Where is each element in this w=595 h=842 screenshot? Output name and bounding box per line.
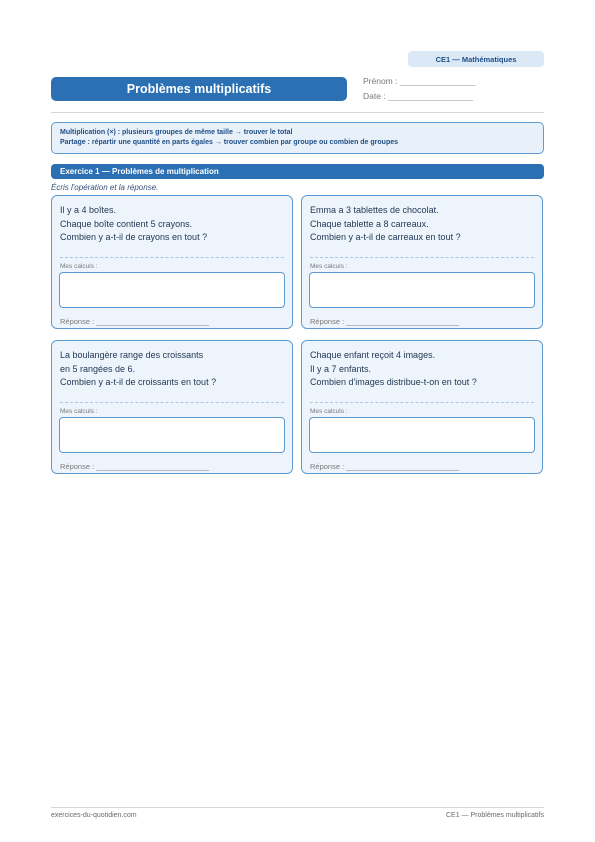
dashed-separator (310, 402, 534, 403)
problem-statement (60, 204, 207, 245)
answer-line[interactable]: Réponse : ___________________________ (310, 317, 459, 326)
dashed-separator (60, 402, 284, 403)
calc-box[interactable] (59, 417, 285, 453)
problem-line: Il y a 4 boîtes. (60, 205, 117, 215)
problem-line: Combien y a-t-il de croissants en tout ? (60, 377, 217, 387)
calc-label: Mes calculs : (310, 263, 348, 270)
exercise-instruction: Écris l'opération et la réponse. (51, 183, 159, 192)
answer-line[interactable]: Réponse : ___________________________ (310, 462, 459, 471)
firstname-blank[interactable]: ________________ (399, 76, 476, 86)
footer-divider (51, 807, 544, 808)
problem-line: Emma a 3 tablettes de chocolat. (310, 205, 439, 215)
problem-line: La boulangère range des croissants (60, 350, 204, 360)
calc-label: Mes calculs : (60, 263, 98, 270)
problem-line: Chaque boîte contient 5 crayons. (60, 218, 193, 229)
problem-card (51, 195, 293, 329)
firstname-field[interactable] (363, 76, 476, 86)
date-label: Date : (363, 91, 386, 101)
calc-box[interactable] (59, 272, 285, 308)
problem-card (301, 340, 543, 474)
exercise-title: Exercice 1 — Problèmes de multiplication (60, 167, 219, 176)
problem-line: en 5 rangées de 6. (60, 363, 136, 374)
problem-statement (310, 349, 477, 390)
problem-line: Chaque tablette a 8 carreaux. (310, 218, 429, 229)
calc-label: Mes calculs : (60, 408, 98, 415)
firstname-label: Prénom : (363, 76, 398, 86)
footer-site: exercices-du-quotidien.com (51, 812, 137, 819)
problem-line: Chaque enfant reçoit 4 images. (310, 350, 436, 360)
calc-box[interactable] (309, 272, 535, 308)
calc-label: Mes calculs : (310, 408, 348, 415)
calc-box[interactable] (309, 417, 535, 453)
dashed-separator (310, 257, 534, 258)
date-blank[interactable]: __________________ (388, 91, 474, 101)
problem-line: Il y a 7 enfants. (310, 363, 372, 374)
exercise-banner (51, 164, 544, 179)
problem-card (301, 195, 543, 329)
footer-title: CE1 — Problèmes multiplicatifs (445, 812, 544, 819)
problem-line: Combien d'images distribue-t-on en tout ? (310, 377, 477, 387)
problem-line: Combien y a-t-il de crayons en tout ? (60, 232, 208, 242)
problem-statement (310, 204, 461, 245)
problem-card (51, 340, 293, 474)
dashed-separator (60, 257, 284, 258)
worksheet-title: Problèmes multiplicatifs (51, 77, 347, 101)
answer-line[interactable]: Réponse : ___________________________ (60, 317, 209, 326)
problem-statement (60, 349, 216, 390)
info-line-partage: Partage : répartir une quantité en parts égales → trouver combien par groupe ou combien de groupes (60, 139, 399, 146)
problem-line: Combien y a-t-il de carreaux en tout ? (310, 232, 461, 242)
date-field[interactable] (363, 91, 473, 101)
level-badge: CE1 — Mathématiques (408, 51, 544, 67)
answer-line[interactable]: Réponse : ___________________________ (60, 462, 209, 471)
info-box (51, 122, 544, 154)
info-line-multiplication: Multiplication (×) : plusieurs groupes de même taille → trouver le total (60, 129, 293, 136)
header-divider (51, 112, 544, 113)
